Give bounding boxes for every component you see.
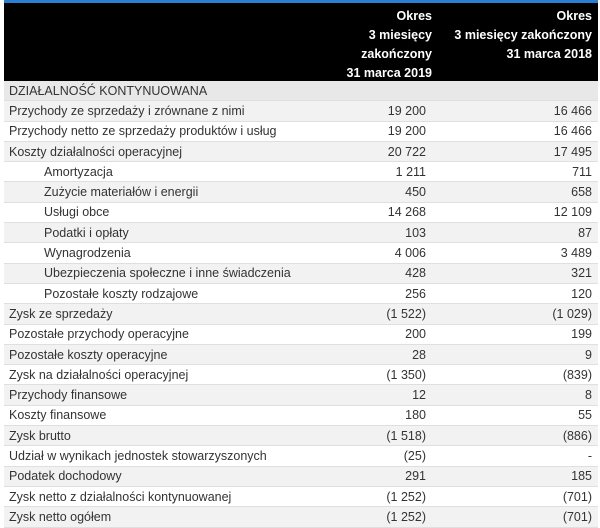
row-label: Koszty finansowe	[4, 405, 256, 425]
value-2018: 16 466	[432, 101, 598, 121]
row-label: Pozostałe koszty operacyjne	[4, 344, 256, 364]
value-2019: 291	[256, 466, 432, 486]
value-2018: 16 466	[432, 121, 598, 141]
value-2019: (1 350)	[256, 365, 432, 385]
value-2018: (886)	[432, 426, 598, 446]
row-label: Usługi obce	[4, 202, 256, 222]
row-label: Przychody netto ze sprzedaży produktów i usług	[4, 121, 256, 141]
table-row	[4, 486, 598, 506]
table-row	[4, 202, 598, 222]
value-2018: 199	[432, 324, 598, 344]
row-label: Wynagrodzenia	[4, 243, 256, 263]
header-period-2018: Okres 3 miesięcy zakończony 31 marca 2018	[454, 9, 592, 61]
financial-table	[4, 0, 598, 528]
header-period-2019: Okres 3 miesięcy zakończony 31 marca 2019	[346, 9, 432, 80]
table-row	[4, 446, 598, 466]
table-row	[4, 223, 598, 243]
row-label: Zużycie materiałów i energii	[4, 182, 256, 202]
value-2019: 4 006	[256, 243, 432, 263]
value-2019: 256	[256, 283, 432, 303]
value-2019: 180	[256, 405, 432, 425]
value-2019: 14 268	[256, 202, 432, 222]
value-2019: 1 211	[256, 162, 432, 182]
value-2018: 9	[432, 344, 598, 364]
value-2018: 17 495	[432, 141, 598, 161]
row-label: Zysk na działalności operacyjnej	[4, 365, 256, 385]
value-2018: -	[432, 446, 598, 466]
value-2019: 19 200	[256, 121, 432, 141]
row-label: DZIAŁALNOŚĆ KONTYNUOWANA	[4, 81, 256, 101]
row-label: Pozostałe koszty rodzajowe	[4, 283, 256, 303]
value-2019: (25)	[256, 446, 432, 466]
value-2018: 321	[432, 263, 598, 283]
row-label: Zysk netto ogółem	[4, 507, 256, 527]
row-label: Ubezpieczenia społeczne i inne świadczenia	[4, 263, 256, 283]
value-2018	[432, 81, 598, 101]
row-label: Udział w wynikach jednostek stowarzyszonych	[4, 446, 256, 466]
row-label: Podatek dochodowy	[4, 466, 256, 486]
table-row	[4, 365, 598, 385]
value-2019: (1 252)	[256, 486, 432, 506]
value-2018: 711	[432, 162, 598, 182]
row-label: Zysk netto z działalności kontynuowanej	[4, 486, 256, 506]
table-row	[4, 507, 598, 527]
table-row	[4, 162, 598, 182]
value-2019: 12	[256, 385, 432, 405]
value-2019: 200	[256, 324, 432, 344]
table-row	[4, 101, 598, 121]
value-2019: 428	[256, 263, 432, 283]
data-table	[4, 81, 598, 528]
value-2018: 8	[432, 385, 598, 405]
value-2018: (839)	[432, 365, 598, 385]
row-label: Przychody finansowe	[4, 385, 256, 405]
table-row	[4, 426, 598, 446]
row-label: Amortyzacja	[4, 162, 256, 182]
value-2019: (1 252)	[256, 507, 432, 527]
table-row	[4, 263, 598, 283]
row-label: Koszty działalności operacyjnej	[4, 141, 256, 161]
row-label: Zysk brutto	[4, 426, 256, 446]
value-2018: (1 029)	[432, 304, 598, 324]
table-row	[4, 304, 598, 324]
value-2018: 3 489	[432, 243, 598, 263]
value-2018: 658	[432, 182, 598, 202]
row-label: Podatki i opłaty	[4, 223, 256, 243]
table-row	[4, 141, 598, 161]
value-2019: 450	[256, 182, 432, 202]
table-header	[4, 3, 598, 81]
value-2019: 19 200	[256, 101, 432, 121]
value-2018: 120	[432, 283, 598, 303]
value-2019: 103	[256, 223, 432, 243]
table-row	[4, 81, 598, 101]
table-row	[4, 182, 598, 202]
table-row	[4, 121, 598, 141]
row-label: Pozostałe przychody operacyjne	[4, 324, 256, 344]
value-2018: 55	[432, 405, 598, 425]
table-row	[4, 283, 598, 303]
table-row	[4, 243, 598, 263]
value-2018: 87	[432, 223, 598, 243]
row-label: Zysk ze sprzedaży	[4, 304, 256, 324]
table-row	[4, 405, 598, 425]
value-2019: (1 518)	[256, 426, 432, 446]
value-2019	[256, 81, 432, 101]
value-2018: 185	[432, 466, 598, 486]
table-row	[4, 324, 598, 344]
table-row	[4, 344, 598, 364]
table-row	[4, 385, 598, 405]
value-2018: 12 109	[432, 202, 598, 222]
value-2019: (1 522)	[256, 304, 432, 324]
row-label: Przychody ze sprzedaży i zrównane z nimi	[4, 101, 256, 121]
value-2019: 28	[256, 344, 432, 364]
value-2019: 20 722	[256, 141, 432, 161]
value-2018: (701)	[432, 486, 598, 506]
table-row	[4, 466, 598, 486]
value-2018: (701)	[432, 507, 598, 527]
